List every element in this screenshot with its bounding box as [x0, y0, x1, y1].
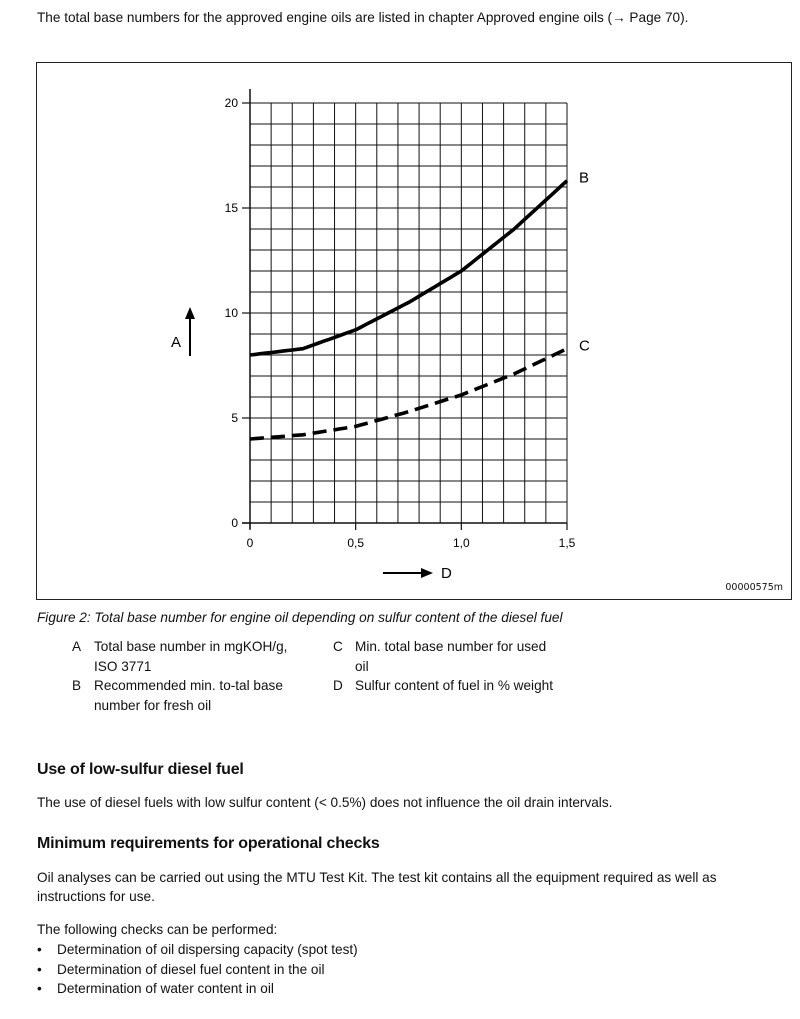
bullet-icon: •	[37, 981, 42, 996]
x-tick-label: 1,0	[452, 536, 470, 550]
legend-column-right	[333, 637, 563, 696]
y-axis-label: A	[170, 334, 181, 351]
legend-text: Recommended min. to-tal base number for fresh oil	[94, 678, 283, 713]
figure-id-code: 00000575m	[725, 582, 783, 593]
bullet-icon: •	[37, 961, 42, 977]
series-line-b	[250, 181, 567, 355]
list-item	[37, 940, 358, 960]
tbn-chart	[37, 63, 793, 601]
legend-key: D	[333, 678, 343, 693]
checks-list	[37, 940, 358, 999]
arrow-right-icon	[421, 568, 433, 578]
paragraph-low-sulfur: The use of diesel fuels with low sulfur content (< 0.5%) does not influence the oil drain intervals.	[37, 795, 613, 810]
curve-label-b: B	[579, 169, 590, 187]
legend-text: Total base number in mgKOH/g, ISO 3771	[94, 639, 288, 674]
legend-text: Sulfur content of fuel in % weight	[355, 678, 553, 693]
x-tick-label: 0,5	[347, 536, 365, 550]
y-tick-label: 20	[224, 96, 238, 110]
list-item-text: Determination of water content in oil	[57, 981, 274, 996]
checks-list-intro: The following checks can be performed:	[37, 922, 278, 937]
legend-column-left	[72, 637, 302, 715]
intro-paragraph: The total base numbers for the approved engine oils are listed in chapter Approved engine oils (→ Page 70).	[37, 10, 689, 25]
figure-frame	[36, 62, 792, 600]
y-tick-label: 15	[224, 201, 238, 215]
list-item-text: Determination of diesel fuel content in the oil	[57, 961, 325, 977]
legend-key: B	[72, 678, 82, 693]
legend-key: C	[333, 639, 343, 654]
legend-item-b	[72, 676, 302, 715]
paragraph-test-kit: Oil analyses can be carried out using the MTU Test Kit. The test kit contains all the equipment required as well as instructions for use.	[37, 870, 717, 904]
y-tick-label: 0	[231, 516, 238, 530]
legend-item-c	[333, 637, 563, 676]
heading-low-sulfur: Use of low-sulfur diesel fuel	[37, 761, 244, 778]
legend-item-d	[333, 676, 563, 696]
arrow-up-icon	[185, 307, 195, 319]
y-tick-label: 10	[224, 306, 238, 320]
legend-text: Min. total base number for used oil	[355, 639, 547, 674]
y-tick-label: 5	[231, 411, 238, 425]
heading-operational-checks: Minimum requirements for operational checks	[37, 835, 380, 852]
figure-caption: Figure 2: Total base number for engine oil depending on sulfur content of the diesel fuel	[37, 610, 563, 625]
curve-label-c: C	[579, 337, 590, 355]
x-tick-label: 1,5	[558, 536, 576, 550]
legend-item-a	[72, 637, 302, 676]
list-item-text: Determination of oil dispersing capacity (spot test)	[57, 942, 358, 957]
legend-key: A	[72, 639, 82, 654]
list-item	[37, 979, 358, 999]
bullet-icon: •	[37, 942, 42, 957]
x-axis-label: D	[441, 565, 452, 582]
series-line-c	[250, 349, 567, 439]
x-tick-label: 0	[246, 536, 254, 550]
list-item	[37, 960, 358, 980]
